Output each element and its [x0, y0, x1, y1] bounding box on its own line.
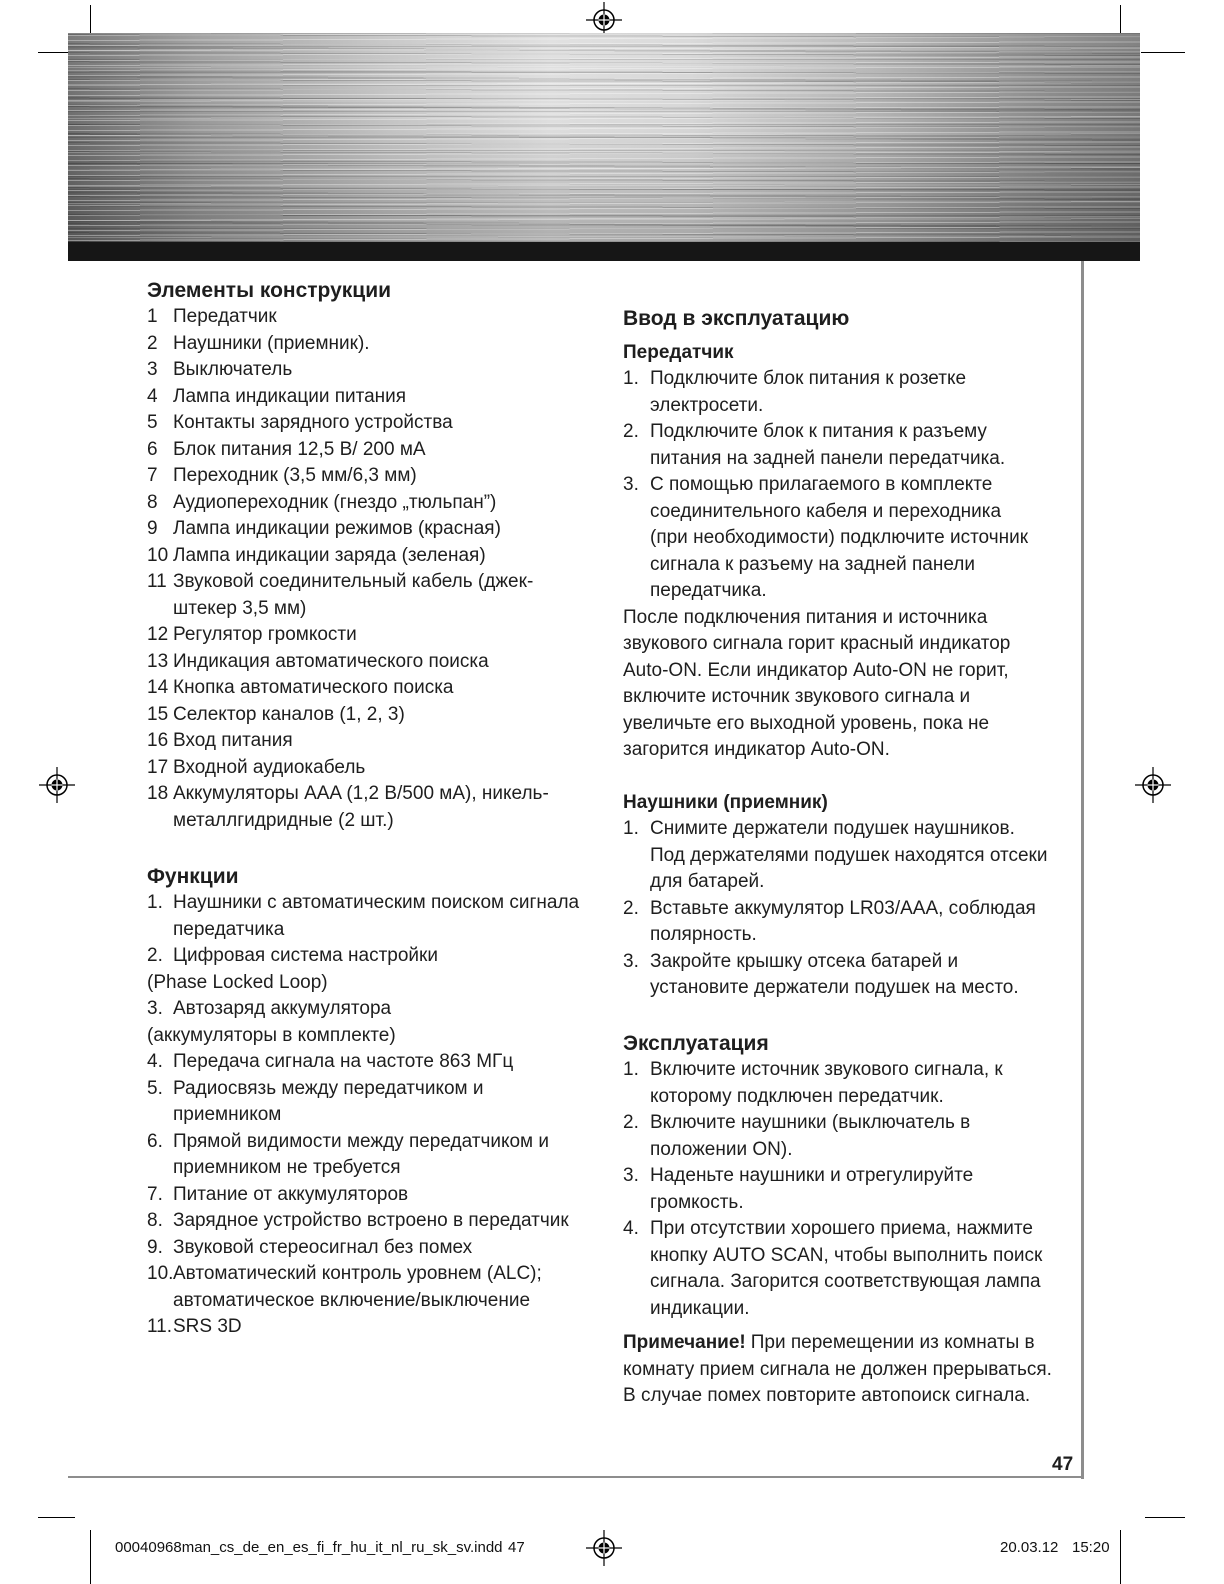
item-number: 12: [147, 624, 169, 645]
step-text: Закройте крышку отсека батарей и: [650, 950, 959, 972]
item-text: Аккумуляторы AAA (1,2 В/500 мА), никель-: [173, 783, 549, 804]
list-item: [147, 675, 597, 702]
item-text: (аккумуляторы в комплекте): [147, 1024, 396, 1046]
note-text: При перемещении из комнаты в: [750, 1332, 1035, 1353]
item-text: Передача сигнала на частоте 863 МГц: [173, 1051, 514, 1072]
slug-time: 15:20: [1072, 1539, 1110, 1556]
commissioning-heading: Ввод в эксплуатацию: [623, 307, 850, 330]
item-text: штекер 3,5 мм): [173, 597, 307, 619]
item-text: Регулятор громкости: [173, 624, 357, 645]
step-continuation: [623, 975, 1075, 1002]
step: [623, 1216, 1075, 1243]
list-item: [147, 516, 597, 543]
note-label: Примечание!: [623, 1332, 746, 1353]
step: [623, 1057, 1075, 1084]
item-text: Выключатель: [173, 359, 293, 380]
crop-mark: [90, 1530, 91, 1584]
list-item: [147, 1049, 597, 1076]
item-number: 14: [147, 677, 169, 698]
list-item: [147, 463, 597, 490]
item-text: Вход питания: [173, 730, 293, 751]
components-section: [147, 277, 597, 834]
list-item: [147, 622, 597, 649]
item-text: Лампа индикации заряда (зеленая): [173, 544, 486, 566]
step-text: Включите источник звукового сигнала, к: [650, 1059, 1003, 1080]
item-text: металлгидридные (2 шт.): [173, 809, 394, 831]
item-text: SRS 3D: [173, 1316, 242, 1337]
slug-filename: 00040968man_cs_de_en_es_fi_fr_hu_it_nl_ru_sk_sv.indd: [115, 1539, 503, 1556]
headphones-subheading: Наушники (приемник): [623, 792, 828, 813]
step: [623, 366, 1075, 393]
item-number: 17: [147, 756, 169, 778]
step-text: для батарей.: [650, 871, 765, 892]
step-text: Вставьте аккумулятор LR03/AAA, соблюдая: [650, 897, 1036, 919]
step-text: индикации.: [650, 1297, 750, 1319]
item-number: 4: [147, 385, 158, 407]
list-item: [147, 755, 597, 782]
list-item-continuation: [147, 1288, 597, 1315]
item-text: передатчика: [173, 918, 285, 940]
item-text: Передатчик: [173, 306, 277, 327]
step-text: При отсутствии хорошего приема, нажмите: [650, 1218, 1033, 1239]
item-text: Входной аудиокабель: [173, 756, 366, 778]
item-text: Кнопка автоматического поиска: [173, 677, 454, 698]
item-number: 1.: [147, 892, 163, 913]
list-item-continuation: [147, 970, 597, 997]
list-item-continuation: [147, 596, 597, 623]
step-number: 1.: [623, 368, 639, 389]
slug-date: 20.03.12: [1000, 1539, 1059, 1556]
list-item: [147, 890, 597, 917]
step-text: Под держателями подушек находятся отсеки: [650, 844, 1048, 866]
operation-section: [623, 1030, 1075, 1322]
step-text: установите держатели подушек на место.: [650, 977, 1019, 998]
item-text: Лампа индикации режимов (красная): [173, 518, 501, 539]
item-text: Звуковой стереосигнал без помех: [173, 1236, 473, 1258]
step-text: Подключите блок к питания к разъему: [650, 421, 987, 442]
list-item: [147, 410, 597, 437]
item-number: 13: [147, 650, 169, 672]
step-number: 3.: [623, 474, 639, 495]
step-text: Снимите держатели подушек наушников.: [650, 818, 1015, 839]
item-number: 16: [147, 730, 169, 751]
step-continuation: [623, 578, 1075, 605]
step-continuation: [623, 869, 1075, 896]
registration-mark-icon: [39, 767, 75, 803]
step-text: электросети.: [650, 394, 764, 416]
list-item: [147, 490, 597, 517]
item-text: Автоматический контроль уровнем (ALC);: [173, 1263, 542, 1284]
headphones-section: [623, 789, 1075, 1002]
registration-mark-icon: [1135, 767, 1171, 803]
page-border-right: [1081, 261, 1084, 1479]
item-number: 10: [147, 544, 169, 566]
note-line: [623, 1330, 1075, 1357]
crop-mark: [1120, 1530, 1121, 1584]
list-item: [147, 1076, 597, 1103]
list-item: [147, 943, 597, 970]
list-item: [147, 1182, 597, 1209]
list-item: [147, 543, 597, 570]
list-item-continuation: [147, 1102, 597, 1129]
list-item: [147, 781, 597, 808]
paragraph-line: Auto-ON. Если индикатор Auto-ON не горит,: [623, 659, 1009, 681]
operation-heading: Эксплуатация: [623, 1032, 769, 1055]
step-continuation: [623, 499, 1075, 526]
item-number: 9.: [147, 1236, 163, 1258]
crop-mark: [38, 1517, 75, 1518]
step-continuation: [623, 843, 1075, 870]
step-number: 1.: [623, 818, 639, 839]
item-number: 15: [147, 703, 169, 725]
paragraph-line: После подключения питания и источника: [623, 606, 988, 628]
step-text: соединительного кабеля и переходника: [650, 500, 1002, 522]
item-number: 5.: [147, 1077, 163, 1099]
step-continuation: [623, 1084, 1075, 1111]
item-text: Звуковой соединительный кабель (джек-: [173, 571, 534, 592]
step-continuation: [623, 922, 1075, 949]
list-item: [147, 1314, 597, 1341]
list-item: [147, 996, 597, 1023]
item-text: Селектор каналов (1, 2, 3): [173, 703, 405, 725]
page-number: 47: [1052, 1454, 1074, 1475]
item-number: 18: [147, 783, 169, 804]
step-text: Подключите блок питания к розетке: [650, 368, 967, 389]
item-number: 6: [147, 438, 158, 460]
list-item-continuation: [147, 917, 597, 944]
note-line: комнату прием сигнала не должен прерываться.: [623, 1358, 1052, 1380]
step-text: Наденьте наушники и отрегулируйте: [650, 1165, 974, 1186]
transmitter-subheading: Передатчик: [623, 342, 734, 363]
registration-mark-icon: [586, 1530, 622, 1566]
list-item-continuation: [147, 808, 597, 835]
list-item-continuation: [147, 1023, 597, 1050]
item-number: 9: [147, 518, 158, 539]
list-item: [147, 304, 597, 331]
item-number: 2: [147, 332, 158, 354]
step: [623, 949, 1075, 976]
step-text: передатчика.: [650, 580, 767, 601]
list-item: [147, 1129, 597, 1156]
list-item: [147, 1235, 597, 1262]
paragraph-line: включите источник звукового сигнала и: [623, 686, 971, 707]
step: [623, 1110, 1075, 1137]
item-text: Лампа индикации питания: [173, 385, 407, 407]
step-number: 2.: [623, 897, 639, 919]
list-item: [147, 384, 597, 411]
functions-section: [147, 863, 597, 1341]
item-number: 7: [147, 465, 158, 486]
step-continuation: [623, 446, 1075, 473]
step: [623, 896, 1075, 923]
item-number: 5: [147, 412, 158, 433]
slug-page: 47: [508, 1539, 525, 1556]
item-text: Переходник (3,5 мм/6,3 мм): [173, 465, 417, 486]
item-number: 8: [147, 491, 158, 513]
step-text: положении ON).: [650, 1138, 793, 1160]
step-text: громкость.: [650, 1191, 744, 1213]
step-continuation: [623, 1269, 1075, 1296]
paragraph-line: загорится индикатор Auto-ON.: [623, 739, 890, 760]
step-text: сигнала к разъему на задней панели: [650, 553, 975, 575]
item-number: 4.: [147, 1051, 163, 1072]
item-text: Аудиопереходник (гнездо „тюльпан”): [173, 491, 497, 513]
item-text: Наушники с автоматическим поиском сигнала: [173, 892, 580, 913]
step-text: (при необходимости) подключите источник: [650, 527, 1029, 548]
note-line: В случае помех повторите автопоиск сигнала.: [623, 1385, 1031, 1406]
item-text: Питание от аккумуляторов: [173, 1183, 409, 1205]
step-text: кнопку AUTO SCAN, чтобы выполнить поиск: [650, 1244, 1043, 1266]
item-text: Зарядное устройство встроено в передатчик: [173, 1210, 569, 1231]
item-number: 6.: [147, 1130, 163, 1152]
crop-mark: [1145, 1517, 1185, 1518]
crop-mark: [1141, 52, 1185, 53]
item-number: 7.: [147, 1183, 163, 1205]
item-text: Прямой видимости между передатчиком и: [173, 1130, 550, 1152]
header-metal-band: [68, 33, 1140, 242]
item-text: Автозаряд аккумулятора: [173, 998, 392, 1019]
step-text: Включите наушники (выключатель в: [650, 1112, 971, 1133]
item-text: (Phase Locked Loop): [147, 971, 328, 993]
item-text: Радиосвязь между передатчиком и: [173, 1077, 484, 1099]
crop-mark: [38, 52, 68, 53]
step-continuation: [623, 525, 1075, 552]
item-text: приемником: [173, 1104, 282, 1125]
list-item: [147, 569, 597, 596]
components-heading: Элементы конструкции: [147, 279, 392, 302]
item-text: автоматическое включение/выключение: [173, 1289, 531, 1311]
step-continuation: [623, 1296, 1075, 1323]
step-number: 2.: [623, 421, 639, 442]
functions-heading: Функции: [147, 865, 239, 888]
item-number: 1: [147, 306, 158, 327]
paragraph-line: увеличьте его выходной уровень, пока не: [623, 712, 990, 734]
crop-mark: [1120, 5, 1121, 33]
list-item: [147, 437, 597, 464]
step-continuation: [623, 552, 1075, 579]
step-number: 3.: [623, 1165, 639, 1186]
list-item-continuation: [147, 1155, 597, 1182]
list-item: [147, 357, 597, 384]
paragraph-line: звукового сигнала горит красный индикатор: [623, 633, 1011, 654]
item-number: 8.: [147, 1210, 163, 1231]
step-number: 3.: [623, 950, 639, 972]
item-number: 11: [147, 571, 167, 592]
item-text: Наушники (приемник).: [173, 332, 370, 354]
item-text: Цифровая система настройки: [173, 945, 438, 966]
crop-mark: [90, 5, 91, 33]
step-text: С помощью прилагаемого в комплекте: [650, 474, 993, 495]
step: [623, 419, 1075, 446]
commissioning-section: [623, 305, 1075, 764]
step-number: 4.: [623, 1218, 639, 1239]
step-continuation: [623, 1137, 1075, 1164]
step-continuation: [623, 1243, 1075, 1270]
item-number: 10.: [147, 1263, 174, 1284]
item-number: 3: [147, 359, 158, 380]
step-number: 2.: [623, 1112, 639, 1133]
step-text: полярность.: [650, 924, 757, 945]
step-continuation: [623, 393, 1075, 420]
list-item: [147, 702, 597, 729]
item-text: Блок питания 12,5 В/ 200 мА: [173, 438, 426, 460]
item-text: приемником не требуется: [173, 1157, 401, 1178]
step-text: питания на задней панели передатчика.: [650, 447, 1006, 469]
list-item: [147, 649, 597, 676]
step: [623, 1163, 1075, 1190]
list-item: [147, 1208, 597, 1235]
step-text: которому подключен передатчик.: [650, 1085, 944, 1107]
page-border-bottom: [68, 1476, 1084, 1478]
note-section: [623, 1330, 1075, 1410]
list-item: [147, 331, 597, 358]
item-number: 11.: [147, 1316, 173, 1337]
list-item: [147, 728, 597, 755]
header-black-bar: [68, 242, 1140, 261]
item-text: Индикация автоматического поиска: [173, 650, 489, 672]
step-continuation: [623, 1190, 1075, 1217]
step-text: сигнала. Загорится соответствующая лампа: [650, 1271, 1041, 1292]
item-number: 2.: [147, 945, 163, 966]
step: [623, 472, 1075, 499]
item-text: Контакты зарядного устройства: [173, 412, 453, 433]
step: [623, 816, 1075, 843]
step-number: 1.: [623, 1059, 639, 1080]
list-item: [147, 1261, 597, 1288]
item-number: 3.: [147, 998, 163, 1019]
